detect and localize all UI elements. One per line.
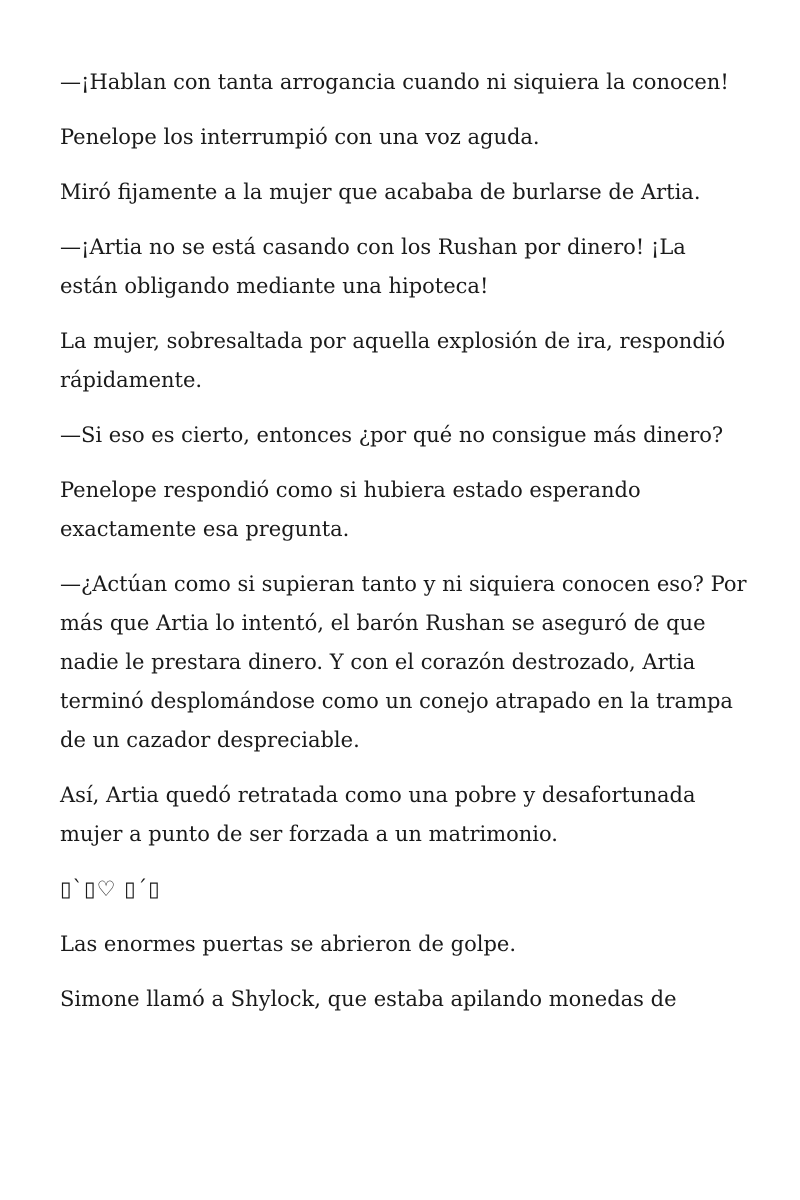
paragraph-5: La mujer, sobresaltada por aquella explosión de ira, respondió rápidamente. <box>60 329 726 392</box>
paragraph-7: Penelope respondió como si hubiera estado esperando exactamente esa pregunta. <box>60 478 641 541</box>
paragraph-9: Así, Artia quedó retratada como una pobre y desafortunada mujer a punto de ser forzada a un matrimonio. <box>60 783 696 846</box>
paragraph-10: Las enormes puertas se abrieron de golpe. <box>60 932 516 956</box>
paragraph-11: Simone llamó a Shylock, que estaba apilando monedas de <box>60 987 677 1011</box>
document-page <box>60 63 750 1035</box>
paragraph-2: Penelope los interrumpió con una voz aguda. <box>60 125 540 149</box>
paragraph-8: —¿Actúan como si supieran tanto y ni siquiera conocen eso? Por más que Artia lo intentó, el barón Rushan se aseguró de que nadie le prestara dinero. Y con el corazón destrozado, Artia terminó desplomándose como un conejo atrapado en la trampa de un cazador despreciable. <box>60 572 747 752</box>
paragraph-4: —¡Artia no se está casando con los Rushan por dinero! ¡La están obligando mediante una hipoteca! <box>60 235 686 298</box>
paragraph-6: —Si eso es cierto, entonces ¿por qué no consigue más dinero? <box>60 423 724 447</box>
scene-separator: ▯`▯♡ ▯´▯ <box>60 877 161 901</box>
paragraph-1: —¡Hablan con tanta arrogancia cuando ni siquiera la conocen! <box>60 70 729 94</box>
paragraph-3: Miró fijamente a la mujer que acababa de burlarse de Artia. <box>60 180 701 204</box>
